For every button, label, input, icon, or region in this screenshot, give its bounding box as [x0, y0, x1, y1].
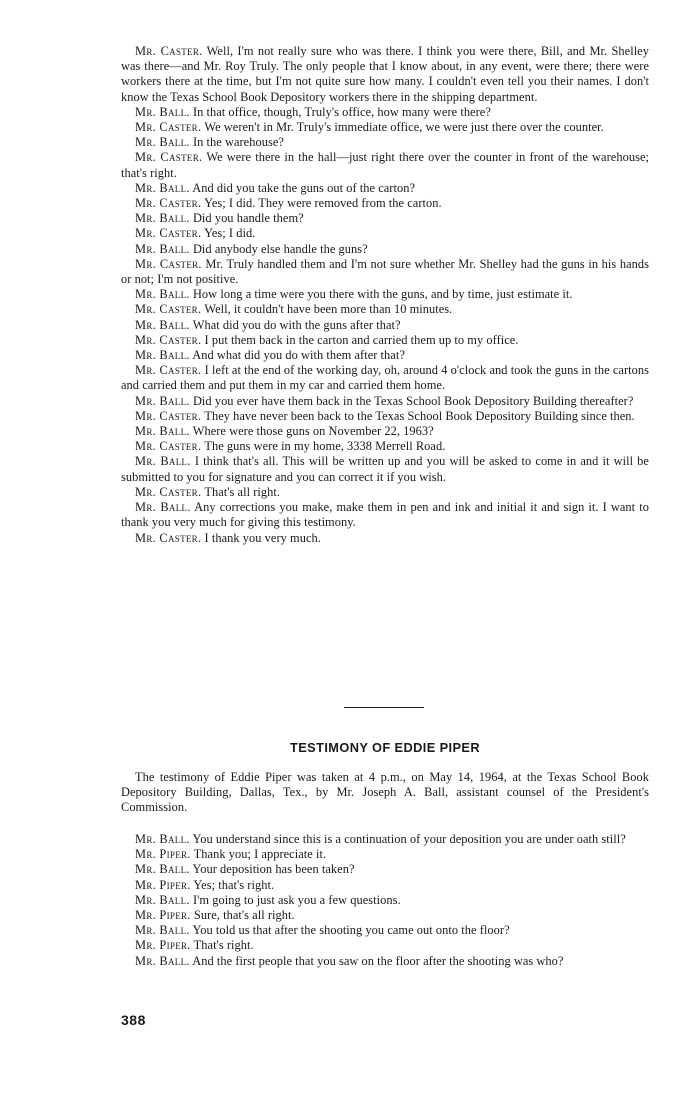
speech-text: Yes; that's right. — [193, 877, 275, 892]
paragraph — [121, 226, 649, 241]
speech-text: That's all right. — [204, 484, 281, 499]
intro-block — [121, 770, 649, 816]
paragraph — [121, 120, 649, 135]
paragraph — [121, 242, 649, 257]
speech-text: I thank you very much. — [204, 530, 321, 545]
speaker-label: Mr. Caster. — [135, 332, 202, 347]
speech-text: Thank you; I appreciate it. — [193, 847, 327, 862]
speech-text: Did you handle them? — [192, 211, 304, 226]
paragraph — [121, 938, 649, 953]
speech-text: How long a time were you there with the guns, and by time, just estimate it. — [192, 287, 573, 302]
paragraph — [121, 893, 649, 908]
speaker-label: Mr. Piper. — [135, 908, 191, 923]
paragraph — [121, 908, 649, 923]
paragraph — [121, 287, 649, 302]
speaker-label: Mr. Caster. — [135, 150, 203, 165]
speaker-label: Mr. Caster. — [135, 408, 202, 423]
speaker-label: Mr. Caster. — [135, 484, 202, 499]
speech-text: Your deposition has been taken? — [192, 862, 355, 877]
speech-text: And did you take the guns out of the carton? — [192, 180, 416, 195]
speaker-label: Mr. Caster. — [135, 530, 202, 545]
speech-text: Sure, that's all right. — [193, 908, 295, 923]
paragraph — [121, 454, 649, 484]
paragraph — [121, 211, 649, 226]
paragraph — [121, 302, 649, 317]
speech-text: Well, I'm not really sure who was there. I think you were there, Bill, and Mr. Shelley was there—and Mr. Roy Truly. The only people that I know about, in any event, were there; there were workers there at the time, but I'm not quite sure how many. I couldn't even tell you their names. I don't know the Texas School Book Depository workers there in the shipping department. — [121, 44, 649, 104]
speech-text: I think that's all. This will be written up and you will be asked to come in and it will be submitted to you for signature and you can correct it if you wish. — [121, 454, 649, 484]
speaker-label: Mr. Caster. — [135, 363, 202, 378]
speech-text: That's right. — [193, 938, 254, 953]
speech-text: What did you do with the guns after that? — [192, 317, 401, 332]
paragraph — [121, 424, 649, 439]
speaker-label: Mr. Caster. — [135, 439, 202, 454]
speech-text: In the warehouse? — [192, 135, 284, 150]
speaker-label: Mr. Ball. — [135, 953, 190, 968]
speech-text: They have never been back to the Texas School Book Depository Building since then. — [204, 408, 635, 423]
paragraph — [121, 500, 649, 530]
paragraph — [121, 485, 649, 500]
paragraph — [121, 318, 649, 333]
speaker-label: Mr. Ball. — [135, 500, 191, 515]
speaker-label: Mr. Ball. — [135, 832, 190, 846]
section-divider — [344, 707, 424, 708]
speech-text: Where were those guns on November 22, 1963? — [192, 424, 434, 439]
speech-text: In that office, though, Truly's office, how many were there? — [192, 104, 491, 119]
paragraph — [121, 439, 649, 454]
speaker-label: Mr. Piper. — [135, 938, 191, 953]
speaker-label: Mr. Ball. — [135, 923, 190, 938]
paragraph — [121, 878, 649, 893]
speaker-label: Mr. Ball. — [135, 424, 190, 439]
paragraph — [121, 531, 649, 546]
paragraph — [121, 333, 649, 348]
paragraph — [121, 348, 649, 363]
speech-text: And what did you do with them after that? — [192, 348, 405, 363]
speaker-label: Mr. Ball. — [135, 862, 190, 877]
paragraph — [121, 181, 649, 196]
speaker-label: Mr. Caster. — [135, 302, 202, 317]
speech-text: You told us that after the shooting you came out onto the floor? — [192, 923, 510, 938]
paragraph — [121, 409, 649, 424]
speaker-label: Mr. Piper. — [135, 847, 191, 862]
speech-text: I'm going to just ask you a few questions. — [192, 892, 401, 907]
speaker-label: Mr. Ball. — [135, 454, 191, 469]
paragraph — [121, 394, 649, 409]
speaker-label: Mr. Ball. — [135, 241, 190, 256]
page-number: 388 — [121, 1012, 146, 1028]
speaker-label: Mr. Caster. — [135, 44, 203, 58]
speaker-label: Mr. Piper. — [135, 877, 191, 892]
speech-text: Well, it couldn't have been more than 10 minutes. — [204, 302, 453, 317]
speaker-label: Mr. Caster. — [135, 120, 202, 135]
paragraph — [121, 135, 649, 150]
paragraph — [121, 105, 649, 120]
speech-text: We were there in the hall—just right there over the counter in front of the warehouse; that's right. — [121, 150, 649, 180]
speech-text: I left at the end of the working day, oh, around 4 o'clock and took the guns in the cartons and carried them and put them in my car and carried them home. — [121, 363, 649, 393]
speaker-label: Mr. Caster. — [135, 256, 202, 271]
speaker-label: Mr. Ball. — [135, 892, 190, 907]
speaker-label: Mr. Ball. — [135, 211, 190, 226]
speech-text: And the first people that you saw on the floor after the shooting was who? — [192, 953, 564, 968]
testimony-block-piper — [121, 832, 649, 969]
speaker-label: Mr. Ball. — [135, 135, 190, 150]
speech-text: Did anybody else handle the guns? — [192, 241, 368, 256]
paragraph — [121, 363, 649, 393]
speech-text: We weren't in Mr. Truly's immediate office, we were just there over the counter. — [204, 120, 604, 135]
speaker-label: Mr. Ball. — [135, 348, 190, 363]
speaker-label: Mr. Ball. — [135, 104, 190, 119]
speaker-label: Mr. Ball. — [135, 317, 190, 332]
speech-text: The guns were in my home, 3338 Merrell Road. — [204, 439, 446, 454]
paragraph — [121, 44, 649, 105]
paragraph — [121, 150, 649, 180]
speaker-label: Mr. Ball. — [135, 393, 190, 408]
speaker-label: Mr. Ball. — [135, 287, 190, 302]
paragraph — [121, 832, 649, 847]
paragraph — [121, 862, 649, 877]
speech-text: Any corrections you make, make them in pen and ink and initial it and sign it. I want to thank you very much for giving this testimony. — [121, 500, 649, 530]
paragraph — [121, 847, 649, 862]
section-heading: TESTIMONY OF EDDIE PIPER — [290, 740, 480, 755]
speech-text: You understand since this is a continuation of your deposition you are under oath still? — [192, 832, 626, 846]
testimony-block-caster — [121, 44, 649, 546]
speech-text: I put them back in the carton and carried them up to my office. — [204, 332, 519, 347]
speech-text: Did you ever have them back in the Texas School Book Depository Building thereafter? — [192, 393, 634, 408]
speaker-label: Mr. Caster. — [135, 196, 202, 211]
paragraph — [121, 954, 649, 969]
paragraph — [121, 923, 649, 938]
speaker-label: Mr. Caster. — [135, 226, 202, 241]
speech-text: Yes; I did. — [204, 226, 256, 241]
speaker-label: Mr. Ball. — [135, 180, 190, 195]
intro-paragraph: The testimony of Eddie Piper was taken at 4 p.m., on May 14, 1964, at the Texas School Book Depository Building, Dallas, Tex., by Mr. Joseph A. Ball, assistant counsel of the President's Commission. — [121, 770, 649, 815]
speech-text: Mr. Truly handled them and I'm not sure whether Mr. Shelley had the guns in his hands or not; I'm not positive. — [121, 256, 650, 287]
paragraph — [121, 257, 649, 287]
speech-text: Yes; I did. They were removed from the carton. — [204, 196, 442, 211]
paragraph — [121, 196, 649, 211]
